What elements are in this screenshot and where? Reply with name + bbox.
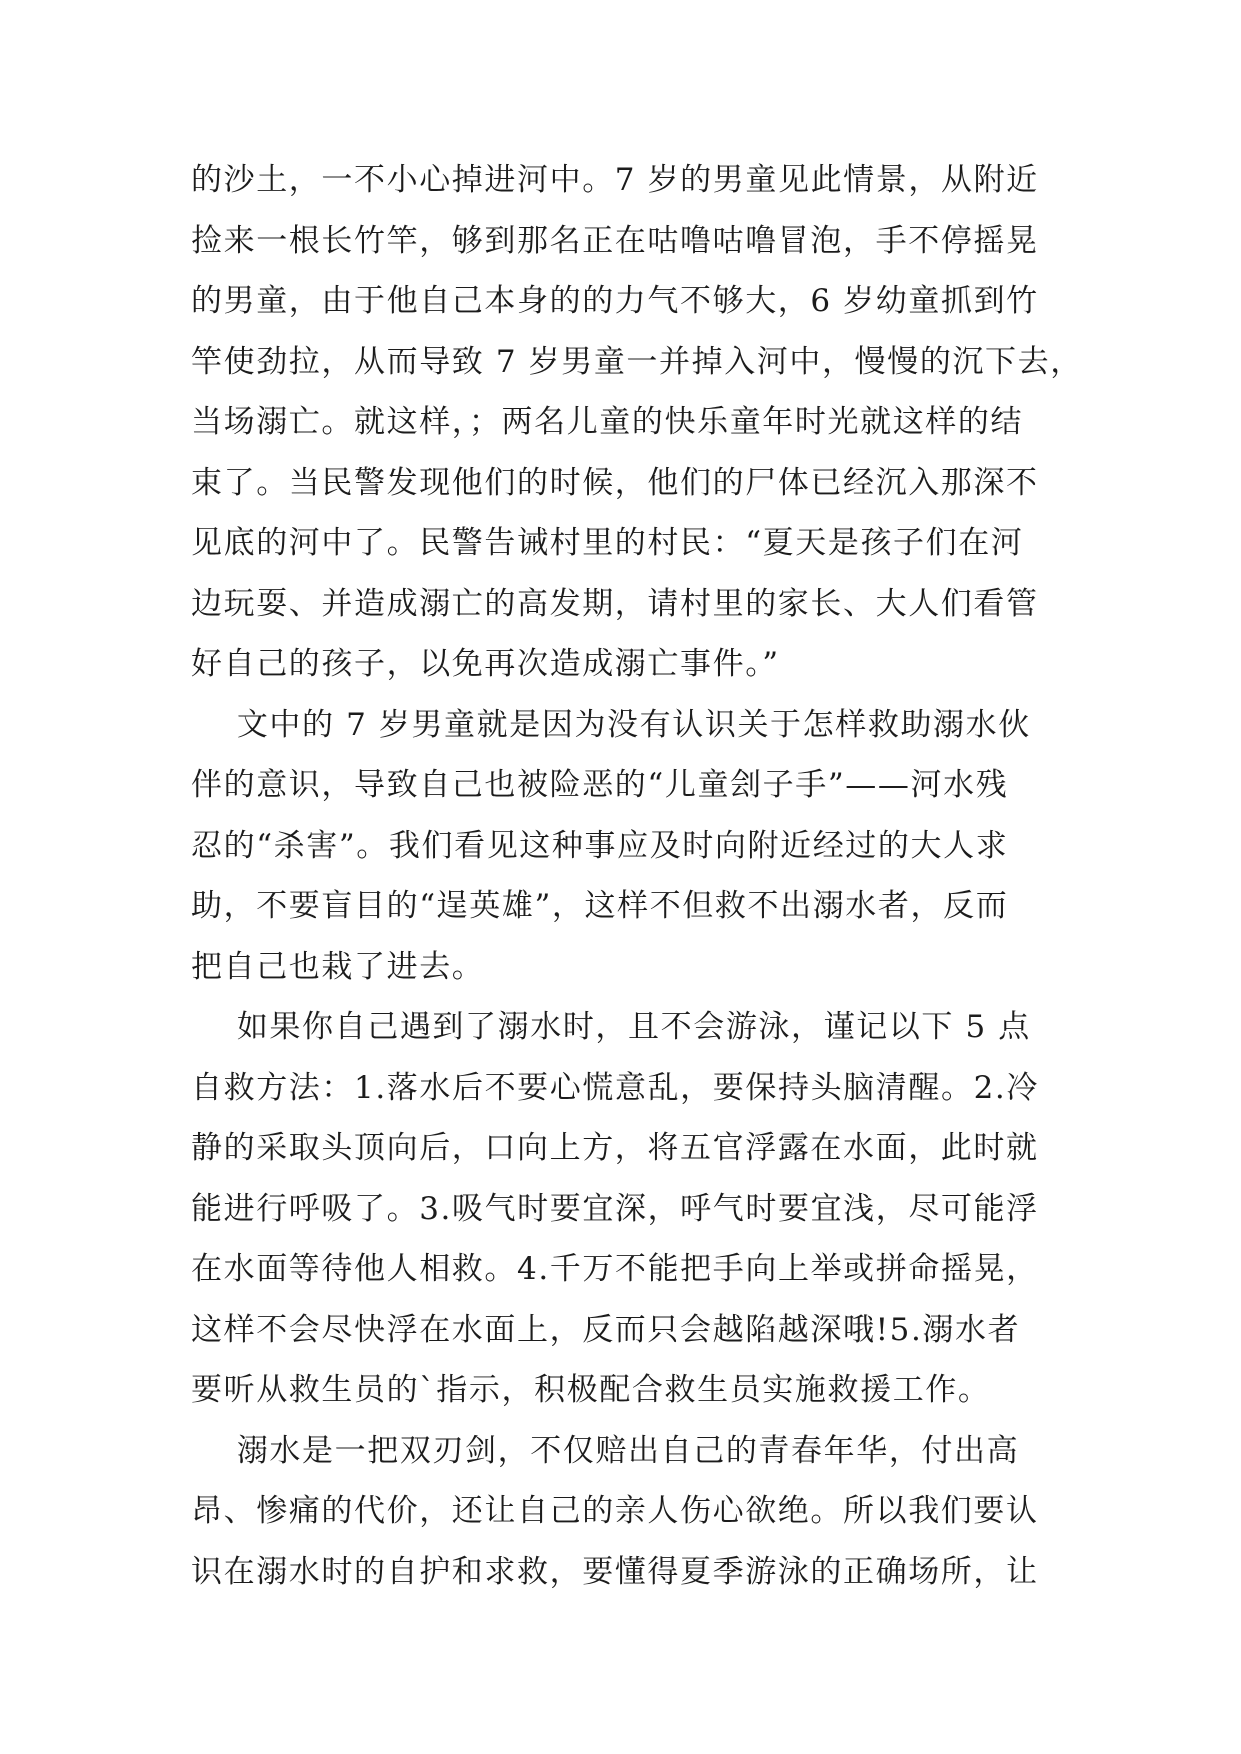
- text-line: 在水面等待他人相救。4.千万不能把手向上举或拼命摇晃，: [191, 1251, 1039, 1287]
- text-line: 的沙土，一不小心掉进河中。7 岁的男童见此情景，从附近: [191, 162, 1039, 198]
- text-line: 如果你自己遇到了溺水时，且不会游泳，谨记以下 5 点: [191, 1009, 1031, 1045]
- text-line: 好自己的孩子，以免再次造成溺亡事件。”: [191, 646, 780, 682]
- text-line: 竿使劲拉，从而导致 7 岁男童一并掉入河中，慢慢的沉下去，: [191, 343, 1083, 380]
- text-line: 溺水是一把双刃剑，不仅赔出自己的青春年华，付出高: [191, 1432, 1020, 1469]
- text-line: 能进行呼吸了。3.吸气时要宜深，呼气时要宜浅，尽可能浮: [191, 1190, 1039, 1227]
- paragraph-self-rescue-methods: [191, 997, 1051, 1421]
- text-line: 昂、惨痛的代价，还让自己的亲人伤心欲绝。所以我们要认: [191, 1493, 1039, 1529]
- paragraph-lesson: [191, 695, 1051, 998]
- text-line: 识在溺水时的自护和求救，要懂得夏季游泳的正确场所，让: [191, 1553, 1039, 1590]
- text-line: 把自己也栽了进去。: [191, 948, 485, 985]
- text-line: 要听从救生员的`指示，积极配合救生员实施救援工作。: [191, 1372, 991, 1408]
- paragraph-drowning-incident: [191, 150, 1083, 695]
- text-line: 见底的河中了。民警告诫村里的村民：“夏天是孩子们在河: [191, 525, 1024, 561]
- paragraph-conclusion: [191, 1421, 1051, 1603]
- text-line: 伴的意识，导致自己也被险恶的“儿童刽子手”——河水残: [191, 767, 1009, 803]
- text-line: 静的采取头顶向后，口向上方，将五官浮露在水面，此时就: [191, 1130, 1039, 1166]
- text-line: 自救方法：1.落水后不要心慌意乱，要保持头脑清醒。2.冷: [191, 1069, 1039, 1106]
- text-line: 文中的 7 岁男童就是因为没有认识关于怎样救助溺水伙: [191, 706, 1031, 743]
- text-line: 忍的“杀害”。我们看见这种事应及时向附近经过的大人求: [191, 827, 1009, 864]
- text-line: 边玩耍、并造成溺亡的高发期，请村里的家长、大人们看管: [191, 585, 1039, 622]
- text-line: 当场溺亡。就这样，；两名儿童的快乐童年时光就这样的结: [191, 404, 1024, 440]
- text-line: 捡来一根长竹竿，够到那名正在咕噜咕噜冒泡，手不停摇晃: [191, 222, 1039, 259]
- text-line: 的男童，由于他自己本身的的力气不够大，6 岁幼童抓到竹: [191, 283, 1039, 319]
- body-text: [191, 150, 1083, 1602]
- text-line: 束了。当民警发现他们的时候，他们的尸体已经沉入那深不: [191, 464, 1039, 501]
- text-line: 这样不会尽快浮在水面上，反而只会越陷越深哦!5.溺水者: [191, 1311, 1021, 1348]
- text-line: 助，不要盲目的“逞英雄”，这样不但救不出溺水者，反而: [191, 888, 1009, 924]
